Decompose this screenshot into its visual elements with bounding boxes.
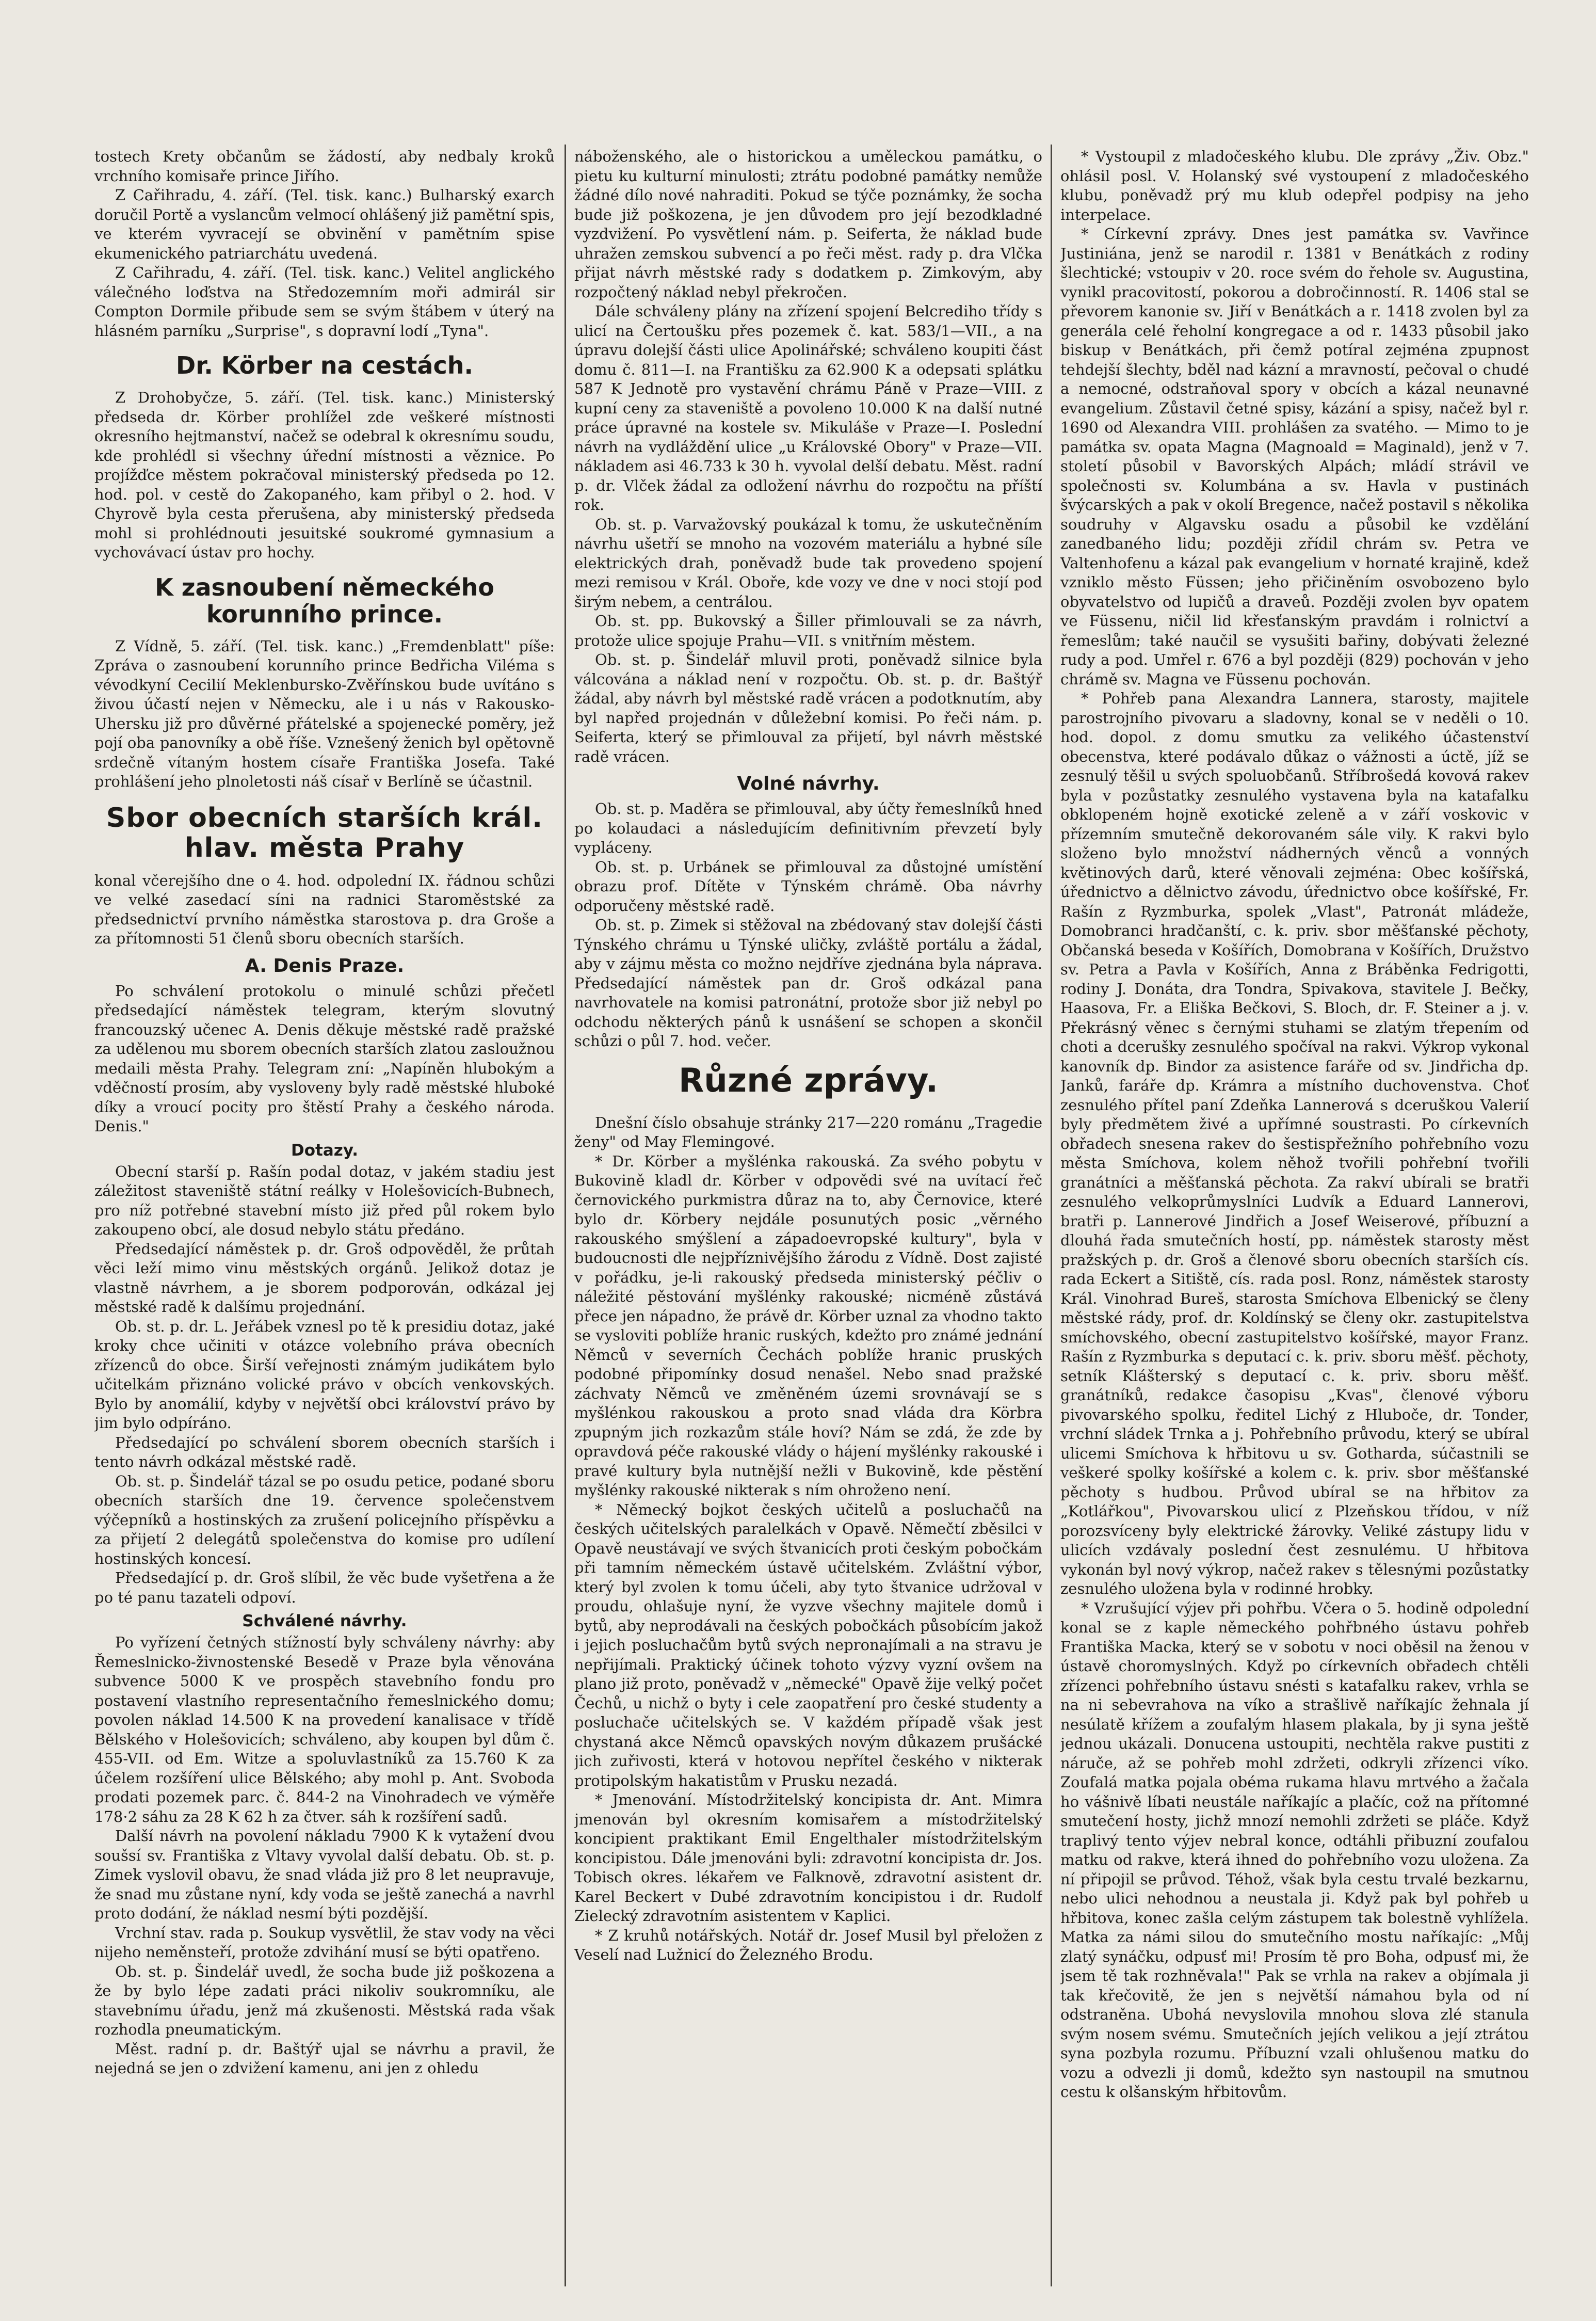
paragraph: Vrchní stav. rada p. Soukup vysvětlil, že stav vody na věci nijeho neměnsteří, protože zdvihání musí se býti opatřeno. — [94, 1924, 555, 1961]
paragraph: * Německý bojkot českých učitelů a posluchačů na českých učitelských paralelkách v Opavě. Němečtí zběsilci v Opavě neustávají ve svých štvanicích proti českým pobočkám při tamním německém ústavě učitelském. Zvláštní výbor, který byl zvolen k tomu účeli, aby tyto štvanice udržoval v proudu, ohlašuje nyní, že vyzve všechny majitele domů i bytů, aby neprodávali na českých pobočkách působícím jakož i jejich posluchačům bytů svých nepronajímali a na stravu je nepřijímali. Praktický účinek tohoto výzvy vyzní ovšem na plano již proto, poněvadž v „německé" Opavě žije velký počet Čechů, u nichž o byty i cele zaopatření pro české studenty a posluchače učitelských se. V každém případě však jest chystaná akce Němců opavských novým důkazem prušácké jich zuřivosti, která v hotovou nepřítel českého v nikterak protipolským hakatistům v Prusku nezadá. — [574, 1500, 1042, 1789]
paragraph: Obecní starší p. Rašín podal dotaz, v jakém stadiu jest záležitost staveniště státní reálky v Holešovicích-Bubnech, pro níž potřebné stavební místo již před půl rokem bylo zakoupeno obcí, ale dosud nebylo státu předáno. — [94, 1162, 555, 1238]
paragraph: * Církevní zprávy. Dnes jest památka sv. Vavřince Justiniána, jenž se narodil r. 1381 v Benátkách z rodiny šlechtické; vstoupiv v 20. roce svém do řehole sv. Augustina, vynikl pracovitostí, pokorou a dobročinností. R. 1406 stal se převorem kanonie sv. Jiří v Benátkách a r. 1418 zvolen byl za generála celé řeholní kongregace a od r. 1433 působil jako biskup v Benátkách, při čemž potíral zejména zpupnost tehdejší šlechty, bděl nad kázní a mravností, pečoval o chudé a nemocné, odstraňoval spory v obcích a kázal neunavné evangelium. Zůstavil četné spisy, kázání a spisy, načež byl r. 1690 od Alexandra VIII. prohlášen za svatého. — Mimo to je památka sv. opata Magna (Magnoald = Maginald), jenž v 7. století působil v Bavorských Alpách; mládí strávil ve společnosti sv. Kolumbána a sv. Havla v pustinách švýcarských a pak v okolí Bregence, načež postavil s několika soudruhy v Algavsku osadu a působil ke vzdělání zanedbaného lidu; později zřídil chrám sv. Petra ve Valtenhofenu a kázal pak evangelium v hornaté krajině, kdež vzniklo město Füssen; jeho přičiněním osvobozeno bylo obyvatelstvo od lupičů a draveů. Později zvolen byv opatem ve Füssenu, ničil lid křesťanským pravdám i rolnictví a řemeslům; také naučil se vysušiti bařiny, dobývati železné rudy a pod. Umřel r. 676 a byl později (829) pochován v jeho chrámě sv. Magna ve Füssenu pochován. — [1060, 225, 1529, 688]
paragraph: Měst. radní p. dr. Baštýř ujal se návrhu a pravil, že nejedná se jen o zdvižení kamenu, ani jen z ohledu — [94, 2040, 555, 2077]
paragraph: Ob. st. pp. Bukovský a Šiller přimlouvali se za návrh, protože ulice spojuje Prahu—VII. s vnitřním městem. — [574, 612, 1042, 649]
column-2 — [574, 147, 1042, 2289]
headline-korber: Dr. Körber na cestách. — [176, 351, 473, 379]
paragraph: Po schválení protokolu o minulé schůzi přečetl předsedající náměstek telegram, kterým slovutný francouzský učenec A. Denis děkuje městské radě pražské za udělenou mu sborem obecních starších zlatou zasloužnou medaili města Prahy. Telegram zní: „Napíněn hlubokým a vděčností prosím, aby vysloveny byly radě městské hluboké díky a vroucí pocity pro štěstí Prahy a českého národa. Denis." — [94, 982, 555, 1135]
paragraph: tostech Krety občanům se žádostí, aby nedbaly kroků vrchního komisaře prince Jiřího. — [94, 148, 555, 185]
subheading-dotazy: Dotazy. — [291, 1141, 358, 1160]
paragraph: * Dr. Körber a myšlénka rakouská. Za svého pobytu v Bukovině kladl dr. Körber v odpovědi své na uvítací řeč černovického purkmistra důraz na to, aby Černovice, které bylo dr. Körbery nejdále posunutých posic „věrného rakouského smýšlení a západoevropské kultury", byla v budoucnosti dle nejpříznivějšího žárodu z Vídně. Dost zajisté v pořádku, je-li rakouský předseda ministerský péčliv o náležité pěstování myšlénky rakouské; nicméně zůstává přece jen nápadno, že právě dr. Körber uznal za vhodno takto se vysloviti poblíže hranic ruských, kdežto pro známé jednání Němců v severních Čechách poblíže hranic pruských podobné připomínky dosud nenašel. Nebo snad pražské záchvaty Němců ve změněném územi srovnávají se s myšlénkou rakouskou a proto snad vláda dra Körbra zpupným jich rozkazům stále hoví? Nám se zdá, že zde by opravdová péče rakouské vlády o hájení myšlénky rakouské i pravé kultury byla nutnější nežli v Bukovině, kde pěstění myšlénky rakouské nikterak s ním ohroženo není. — [574, 1152, 1042, 1499]
column-divider-1 — [565, 145, 566, 2286]
paragraph: Z Vídně, 5. září. (Tel. tisk. kanc.) „Fremdenblatt" píše: Zpráva o zasnoubení korunního prince Bedřicha Viléma s vévodkyní Cecilií Meklenbursko-Zvěřínskou bude uvítáno s živou účastí nejen v Německu, ale i u nás v Rakousko-Uhersku již pro důvěrné přátelské a spojenecké poměry, jež pojí oba panovníky a obě říše. Vznešený ženich byl opětovně srdečně vítaným hostem císaře Františka Josefa. Také prohlášení jeho plnoletosti náš císař v Berlíně se účastnil. — [94, 637, 555, 790]
paragraph: Ob. st. p. Zimek si stěžoval na zbédovaný stav dolejší části Týnského chrámu u Týnské uličky, zvláště portálu a žádal, aby v zájmu města co možno nejdříve zjednána byla náprava. Předsedající náměstek pan dr. Groš odkázal pana navrhovatele na komisi patronátní, protože sbor již nebyl po odchodu některých pánů k usnášení se schopen a skončil schůzi o půl 7. hod. večer. — [574, 916, 1042, 1050]
column-divider-2 — [1051, 145, 1052, 2286]
headline-sbor: Sbor obecních starších král. hlav. města Prahy — [106, 802, 543, 863]
paragraph: Po vyřízení četných stížností byly schváleny návrhy: aby Řemeslnicko-živnostenské Besedě v Praze byla věnována subvence 5000 K ve prospěch stavebního fondu pro postavení vlastního representačního řemeslnického domu; povolen náklad 14.500 K na provedení kanalisace v třídě Bělského v Holešovicích; schváleno, aby koupen byl dům č. 455-VII. od Em. Witze a spoluvlastníků za 15.760 K za účelem rozšíření ulice Bělského; aby mohl p. Ant. Svoboda prodati pozemek parc. č. 844-2 na Vinohradech ve výměře 178·2 sáhu za 28 K 62 h za čtver. sáh k rozšíření sadů. — [94, 1634, 555, 1826]
paragraph: Ob. st. p. dr. L. Jeřábek vznesl po tě k presidiu dotaz, jaké kroky chce učiniti v otázce volebního práva obecních zřízenců do obce. Širší veřejnosti známým judikátem bylo učitelkám přiznáno volické právo v obcích venkovských. Bylo by anomálií, kdyby v největší obci království právo by jim bylo odpíráno. — [94, 1317, 555, 1432]
paragraph: * Jmenování. Místodržitelský koncipista dr. Ant. Mimra jmenován byl okresním komisařem a místodržitelský koncipient praktikant Emil Engelthaler místodržitelským koncipistou. Dále jmenováni byli: zdravotní koncipista dr. Jos. Tobisch okres. lékařem ve Falknově, zdravotní asistent dr. Karel Beckert v Dubé zdravotním koncipistou i dr. Rudolf Zielecký zdravotním asistentem v Kaplici. — [574, 1791, 1042, 1925]
headline-zasnoubeni: K zasnoubení německého korunního prince. — [155, 573, 494, 628]
paragraph: Z Cařihradu, 4. září. (Tel. tisk. kanc.) Bulharský exarch doručil Portě a vyslancům velmocí ohlášený již pamětní spis, ve kterém vyvracejí se obvinění v pamětním spise ekumenického patriarchátu uvedená. — [94, 186, 555, 262]
paragraph: Předsedající po schválení sborem obecních starších i tento návrh odkázal městské radě. — [94, 1433, 555, 1470]
paragraph: Z Drohobyčze, 5. září. (Tel. tisk. kanc.) Ministerský předseda dr. Körber prohlížel zde veškeré místnosti okresního hejtmanství, načež se odebral k okresnímu soudu, kde prohlédl si všechny úřední místnosti a věznice. Po projížďce městem pokračoval ministerský předseda po 12. hod. pol. v cestě do Zakopaného, kam přibyl o 2. hod. V Chyrově byla cesta přerušena, aby ministerský předseda mohl si prohlédnouti jesuitské soukromé gymnasium a vychovávací ústav pro hochy. — [94, 389, 555, 561]
paragraph: * Vystoupil z mladočeského klubu. Dle zprávy „Živ. Obz." ohlásil posl. V. Holanský své vystoupení z mladočeského klubu, poněvadž prý mu klub odepřel podpisy na jeho interpelace. — [1060, 148, 1529, 223]
paragraph: náboženského, ale o historickou a uměleckou památku, o pietu ku kulturní minulosti; ztrátu podobné památky nemůže žádné dílo nové nahraditi. Pokud se týče poznámky, že socha bude již poškozena, je jen důvodem pro její bezodkladné vyzdvižení. Po vysvětlení nám. p. Seiferta, že náklad bude uhražen zemskou subvencí a po řeči měst. rady p. dra Vlčka přijat návrh městské rady s dodatkem p. Zimkovým, aby rozpočtený náklad nebyl překročen. — [574, 148, 1042, 301]
paragraph: Dnešní číslo obsahuje stránky 217—220 románu „Tragedie ženy" od May Flemingové. — [574, 1113, 1042, 1150]
paragraph: Ob. st. p. Varvažovský poukázal k tomu, že uskutečněním návrhu ušetří se mnoho na vozovém materiálu a hybné síle elektrických drah, poněvadž bude tak provedeno spojení mezi remisou v Král. Oboře, kde vozy ve dne v noci stojí pod širým nebem, a centrálou. — [574, 515, 1042, 611]
subheading-volne-navrhy: Volné návrhy. — [737, 773, 880, 794]
paragraph: konal včerejšího dne o 4. hod. odpolední IX. řádnou schůzi ve velké zasedací síni na radnici Staroměstské za předsednictví prvního náměstka starostova p. dra Groše a za přítomnosti 51 členů sboru obecních starších. — [94, 871, 555, 947]
paragraph: Ob. st. p. Urbánek se přimlouval za důstojné umístění obrazu prof. Dítěte v Týnském chrámě. Oba návrhy odporučeny městské radě. — [574, 858, 1042, 915]
paragraph: Předsedající p. dr. Groš slíbil, že věc bude vyšetřena a že po té panu tazateli odpoví. — [94, 1569, 555, 1606]
paragraph: Ob. st. p. Šindelář uvedl, že socha bude již poškozena a že by bylo lépe zadati práci nikoliv soukromníku, ale stavebnímu úřadu, jenž má zkušenosti. Městská rada však rozhodla pneumatickým. — [94, 1962, 555, 2038]
paragraph: Ob. st. p. Šindelář tázal se po osudu petice, podané sboru obecních starších dne 19. července společenstvem výčepníků a hostinských za zrušení policejního příspěvku a za přijetí 2 delegátů společenstva do komise pro udílení hostinských koncesí. — [94, 1472, 555, 1567]
paragraph: Z Cařihradu, 4. září. (Tel. tisk. kanc.) Velitel anglického válečného loďstva na Středozemním moři admirál sir Compton Dormile přibude sem se svým štábem v úterý na hlásném parníku „Surprise", s dopravní lodí „Tyna". — [94, 264, 555, 340]
column-1 — [94, 147, 555, 2289]
section-title-ruzne-zpravy: Různé zprávy. — [678, 1061, 939, 1100]
subheading-schvalene: Schválené návrhy. — [242, 1612, 407, 1630]
paragraph: * Vzrušující výjev při pohřbu. Včera o 5. hodině odpolední konal se z kaple německého pohřbného ústavu pohřeb Františka Macka, který se v sobotu v noci oběsil na ženou v ústavě choromyslných. Když po církevních obřadech chtěli zřízenci pohřebního ústavu snésti s katafalku rakev, vrhla se na ni sebevrahova na víko a strašlivě naříkajíc žehnala jí nesúlatě křížem a zoufalým hlasem plakala, by ji syna ještě jednou ukázali. Donucena ustoupiti, nechtěla rakve pustiti z náruče, až se pohřeb mohl zdržeti, odkryli zřízenci víko. Zoufalá matka pojala obéma rukama hlavu mrtvého a žačala ho vášnivě líbati neustále naříkajíc a plačíc, což na přítomné smutečení hosty, jichž mnozí nemohli zdržeti se pláče. Když traplivý tento výjev nebral konce, odtáhli přibuzní zoufalou matku od rakve, která ihned do pohřebního vozu uložena. Za ní připojil se průvod. Téhož, však byla cestu trvalé bezkarnu, nebo ulici nehodnou a neustala ji. Když pak byl pohřeb u hřbitova, konec zašla celým zástupem tak bolestně vyhlížela. Matka za námi silou do smutečního mostu naříkajíc: „Můj zlatý synáčku, odpusť mi! Prosím tě pro Boha, odpusť mi, že jsem tě tak rozhněvala!" Pak se vrhla na rakev a objímala ji tak křečovitě, že jen s největší námahou byla od ní odstraněna. Ubohá nevyslovila mnohou slova zlé stanula svým nosem svému. Smutečních jejích velikou a její ztrátou syna pozbyla rozumu. Příbuzní vzali ohlušenou matku do vozu a odvezli ji domů, kdežto syn nastoupil na smutnou cestu k olšanským hřbitovům. — [1060, 1599, 1529, 2101]
paragraph: Předsedající náměstek p. dr. Groš odpověděl, že průtah věci leží mimo vinu městských orgánů. Jelikož dotaz je vlastně návrhem, a je sborem podporován, odkázal jej městské radě k dalšímu projednání. — [94, 1240, 555, 1316]
paragraph: * Pohřeb pana Alexandra Lannera, starosty, majitele parostrojního pivovaru a sladovny, konal se v neděli o 10. hod. dopol. z domu smutku za velikého účastenství obecenstva, které podávalo důkaz o vážnosti a úctě, jíž se zesnulý těšil u svých spoluobčanů. Stříbrošedá kovová rakev byla v pozůstatky zesnulého vystavena byla na katafalku obklopeném hojně exotické zeleně a v září voskovic v přízemním smutečně dekorovaném sále vily. K rakvi bylo složeno bylo množství nádherných věnců a vonných květinových darů, které věnovali zejména: Obec košířská, úřednictvo a dělnictvo závodu, úřednictvo obce košířské, Fr. Rašín z Ryzmburka, spolek „Vlast", Patronát mládeže, Domobranci hradčanští, c. k. priv. sbor měšťanské pěchoty, Občanská beseda v Košířích, Domobrana v Košířích, Družstvo sv. Petra a Pavla v Košířích, Anna z Bráběnka Fedrigotti, rodiny J. Donáta, dra Tondra, Spivakova, stavitele J. Bečky, Haasova, Fr. a Eliška Bečkovi, S. Bloch, dr. F. Steiner a j. v. Překrásný věnec s černými stuhami se zlatým třepením od choti a dcerušky zesnulého spočíval na rakvi. Výkrop vykonal kanovník dp. Bindor za asistence faráře od sv. Jindřicha dp. Janků, faráře dp. Krámra a místního duchovenstva. Choť zesnulého přítel paní Zdeňka Lannerová s dceruškou Valerií byly předmětem živé a upřímné soustrasti. Po církevních obřadech snesena rakev do šestispřežního pohřebního vozu města Smíchova, kolem něhož tvořili pohřební tvořili granátníci a měšťanská pěchota. Za rakví ubírali se bratři zesnulého velkoprůmyslníci Ludvík a Eduard Lannerovi, bratři p. Lannerové Jindřich a Josef Weiserové, příbuzní a dlouhá řada smutečních hostí, pp. náměstek starosty měst pražských p. dr. Groš a členové sboru obecních starších cís. rada Eckert a Sitiště, cís. rada posl. Ronz, náměstek starosty Král. Vinohrad Bureš, starosta Smíchova Elbenický se členy městské rády, prof. dr. Koldínský se členy okr. zastupitelstva smíchovského, obecní zastupitelstvo košířské, mayor Franz. Rašín z Ryzmburka s deputací c. k. priv. sboru měšť. pěchoty, setník Klášterský s deputací c. k. priv. sboru měšť. granátníků, redakce časopisu „Kvas", členové výboru pivovarského spolku, ředitel Lichý z Hluboče, dr. Tonder, vrchní sládek Trnka a j. Pohřebního průvodu, který se ubíral ulicemi Smíchova k hřbitovu u sv. Gotharda, súčastnili se veškeré spolky košířské a kolem c. k. priv. sbor měšťanské pěchoty s hudbou. Průvod ubíral se na hřbitov za „Kotlářkou", Pivovarskou ulicí z Plzeňskou třídou, v níž porozsvíceny byly elektrické žárovky. Veliké zástupy lidu v ulicích vzdávaly poslední čest zesnulému. U hřbitova vykonán byl nový výkrop, načež rakev s tělesnými pozůstatky zesnulého uložena byla v rodinné hrobky. — [1060, 690, 1529, 1597]
subheading-denis: A. Denis Praze. — [245, 955, 405, 977]
column-3 — [1060, 147, 1529, 2289]
paragraph: Dále schváleny plány na zřízení spojení Belcrediho třídy s ulicí na Čertoušku přes pozemek č. kat. 583/1—VII., a na úpravu dolejší části ulice Apolinářské; schváleno koupiti část domu č. 811—I. na Františku za 62.900 K a odepsati splátku 587 K Jednotě pro vystavění chrámu Páně v Praze—VIII. z kupní ceny za staveniště a povoleno 10.000 K na další nutné práce úpravné na kostele sv. Mikuláše v Praze—I. Poslední návrh na vydláždění ulice „u Královské Obory" v Praze—VII. nákladem asi 46.733 k 30 h. vyvolal delší debatu. Měst. radní p. dr. Vlček žádal za odložení návrhu do rozpočtu na příští rok. — [574, 302, 1042, 514]
paragraph: Ob. st. p. Maděra se přimlouval, aby účty řemeslníků hned po kolaudaci a následujícím definitivním převzetí byly vypláceny. — [574, 800, 1042, 856]
paragraph: Ob. st. p. Šindelář mluvil proti, poněvadž silnice byla válcována a náklad není v rozpočtu. Ob. st. p. dr. Baštýř žádal, aby návrh byl městské radě vrácen a podotknutím, aby byl napřed projednán v důležební komisi. Po řeči nám. p. Seiferta, který se přimlouval za přijetí, byl návrh městské radě vrácen. — [574, 651, 1042, 765]
paragraph: * Z kruhů notářských. Notář dr. Josef Musil byl přeložen z Veselí nad Lužnicí do Železného Brodu. — [574, 1926, 1042, 1963]
paragraph: Další návrh na povolení nákladu 7900 K k vytažení dvou soušsí sv. Františka z Vltavy vyvolal další debatu. Ob. st. p. Zimek vyslovil obavu, že snad vláda již pro 8 let neupravuje, že snad mu zůstane nyní, kdy voda se ještě zanechá a navrhl proto dodání, že náklad nesmí býti pozdější. — [94, 1827, 555, 1922]
